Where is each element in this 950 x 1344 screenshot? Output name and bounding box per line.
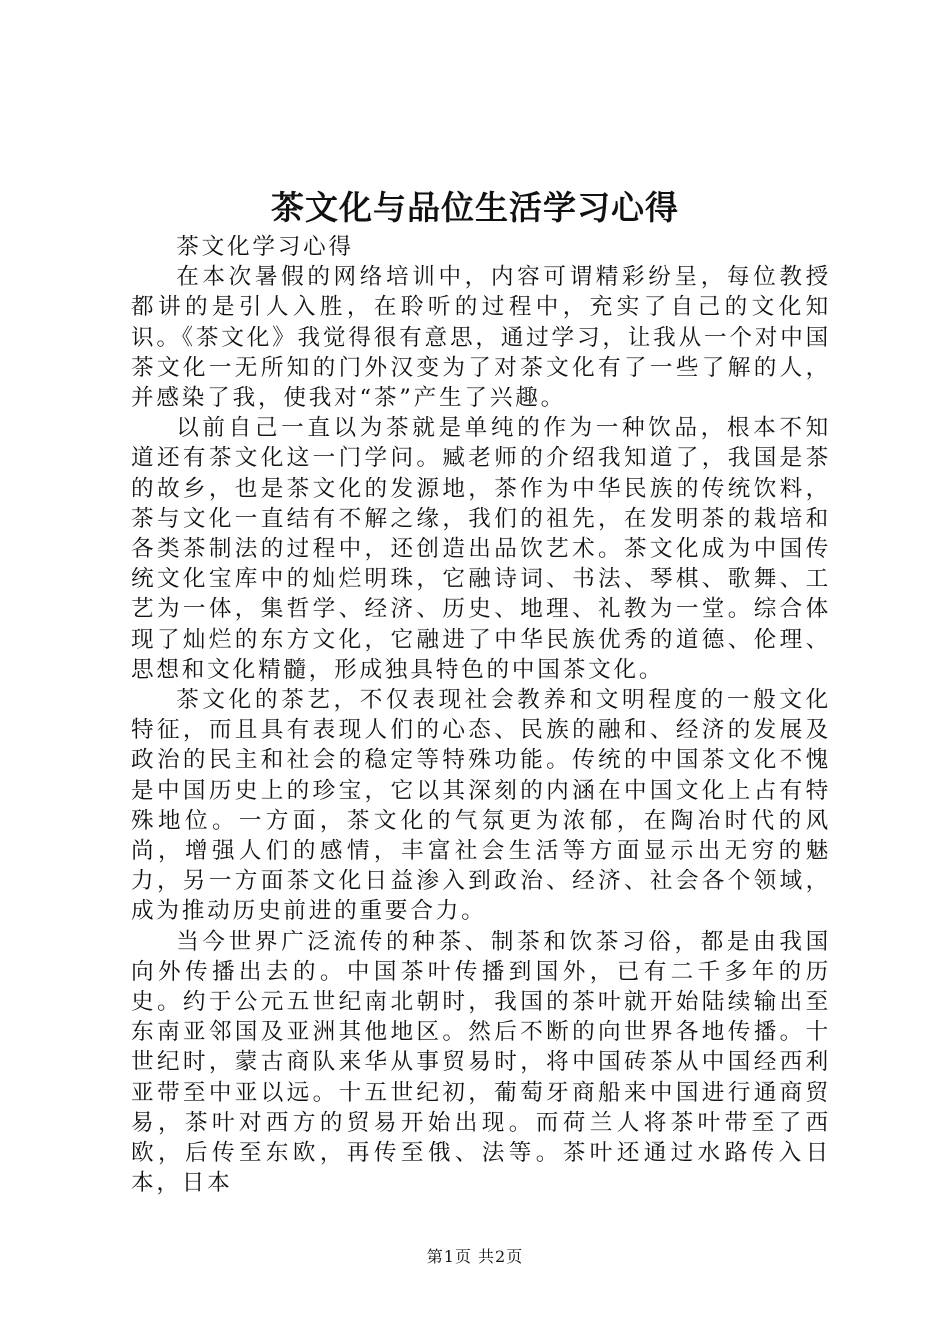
- paragraph-2: 以前自己一直以为茶就是单纯的作为一种饮品，根本不知道还有茶文化这一门学问。臧老师的介绍我知道了，我国是茶的故乡，也是茶文化的发源地，茶作为中华民族的传统饮料，茶与文化一直结有不解之缘，我们的祖先，在发明茶的栽培和各类茶制法的过程中，还创造出品饮艺术。茶文化成为中国传统文化宝库中的灿烂明珠，它融诗词、书法、琴棋、歌舞、工艺为一体，集哲学、经济、历史、地理、礼教为一堂。综合体现了灿烂的东方文化，它融进了中华民族优秀的道德、伦理、思想和文化精髓，形成独具特色的中国茶文化。: [131, 415, 831, 683]
- paragraph-4: 当今世界广泛流传的种茶、制茶和饮茶习俗，都是由我国向外传播出去的。中国茶叶传播到国外，已有二千多年的历史。约于公元五世纪南北朝时，我国的茶叶就开始陆续输出至东南亚邻国及亚洲其他地区。然后不断的向世界各地传播。十世纪时，蒙古商队来华从事贸易时，将中国砖茶从中国经西利亚带至中亚以远。十五世纪初，葡萄牙商船来中国进行通商贸易，茶叶对西方的贸易开始出现。而荷兰人将茶叶带至了西欧，后传至东欧，再传至俄、法等。茶叶还通过水路传入日本，日本: [131, 928, 831, 1197]
- document-title: 茶文化与品位生活学习心得: [271, 188, 679, 227]
- document-subtitle: 茶文化学习心得: [176, 234, 354, 260]
- paragraph-1: 在本次暑假的网络培训中，内容可谓精彩纷呈，每位教授都讲的是引人入胜，在聆听的过程中，充实了自己的文化知识。《茶文化》我觉得很有意思，通过学习，让我从一个对中国茶文化一无所知的门外汉变为了对茶文化有了一些了解的人，并感染了我，使我对“茶”产生了兴趣。: [131, 264, 831, 412]
- paragraph-3: 茶文化的茶艺，不仅表现社会教养和文明程度的一般文化特征，而且具有表现人们的心态、民族的融和、经济的发展及政治的民主和社会的稳定等特殊功能。传统的中国茶文化不愧是中国历史上的珍宝，它以其深刻的内涵在中国文化上占有特殊地位。一方面，茶文化的气氛更为浓郁，在陶冶时代的风尚，增强人们的感情，丰富社会生活等方面显示出无穷的魅力，另一方面茶文化日益渗入到政治、经济、社会各个领域，成为推动历史前进的重要合力。: [131, 687, 831, 925]
- document-body: [131, 232, 831, 1199]
- page-number-footer: 第1页 共2页: [426, 1247, 524, 1266]
